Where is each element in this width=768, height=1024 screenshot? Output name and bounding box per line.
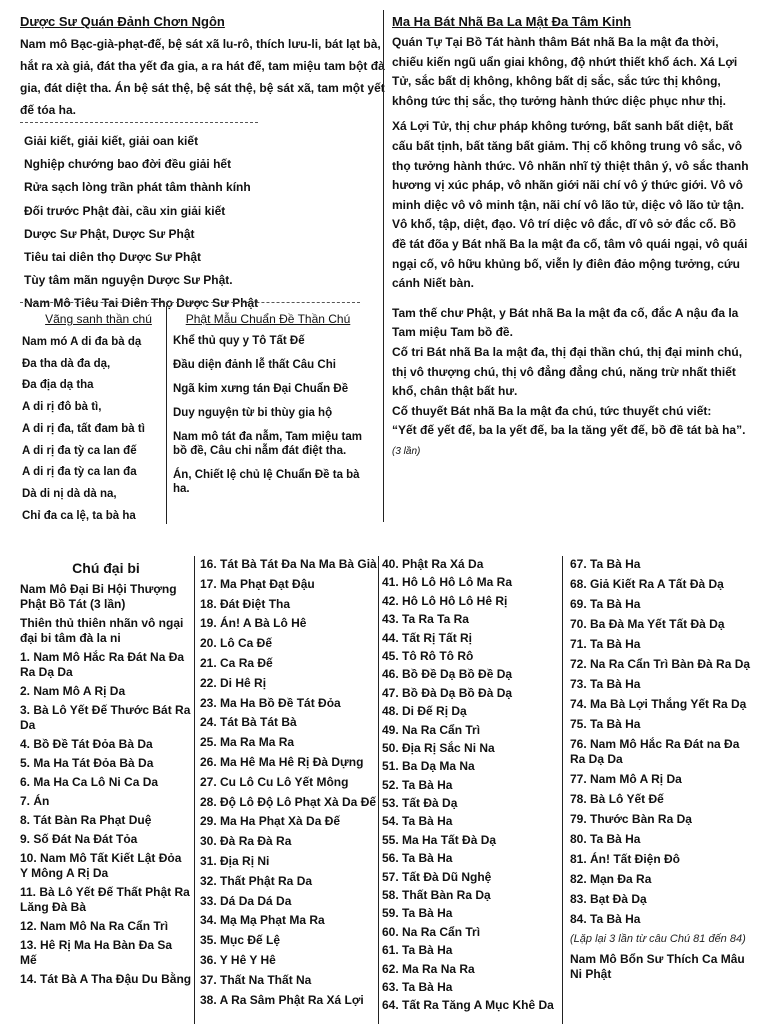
chu-dai-bi-title: Chú đại bi [72, 560, 140, 576]
chu-dai-bi-line: 77. Nam Mô A Rị Da [570, 772, 682, 786]
chuan-de-line: Ngã kim xưng tán Đại Chuẩn Đề [173, 383, 349, 395]
chu-dai-bi-line: 27. Cu Lô Cu Lô Yết Mông [200, 774, 349, 789]
vang-sanh-line: Dà di nị dà dà na, [22, 487, 117, 500]
vang-sanh-line: A di rị đô bà tì, [22, 401, 102, 414]
chu-dai-bi-line: 68. Giả Kiết Ra A Tất Đà Dạ [570, 577, 724, 591]
chu-dai-bi-line: 14. Tát Bà A Tha Đậu Du Bằng [20, 972, 192, 986]
chu-dai-bi-line: 34. Mạ Mạ Phạt Ma Ra [200, 913, 325, 928]
right-column [392, 14, 752, 461]
praise-line: Rửa sạch lòng trần phát tâm thành kính [24, 180, 251, 195]
chu-dai-bi-line: 56. Ta Bà Ha [382, 851, 453, 866]
vang-sanh-line: A di rị đa tỳ ca lan đa [22, 466, 137, 479]
vang-sanh-line: Nam mó A di đa bà dạ [22, 336, 142, 348]
chu-dai-bi-line: 83. Bạt Đà Dạ [570, 892, 647, 906]
chu-dai-bi-line: 23. Ma Ha Bồ Đề Tát Đỏa [200, 695, 341, 710]
chu-dai-bi-line: 60. Na Ra Cẩn Trì [382, 924, 481, 939]
chu-dai-bi-line: 54. Ta Bà Ha [382, 814, 453, 829]
chu-dai-bi-line: 61. Ta Bà Ha [382, 943, 453, 958]
chu-dai-bi-line: 35. Mục Đế Lệ [200, 933, 281, 948]
vang-sanh-line: Đa tha dà đa dạ, [22, 357, 111, 370]
chu-dai-bi-line: 47. Bồ Đà Dạ Bồ Đà Dạ [382, 685, 513, 700]
tam-kinh-mantra-text: “Yết đế yết đế, ba la yết đế, ba la tăng yết đế, bồ đề tát bà ha”. [392, 423, 746, 438]
chu-dai-bi-col-3 [382, 557, 557, 1017]
chu-dai-bi-list-1 [20, 582, 192, 987]
chu-dai-bi-line: 84. Ta Bà Ha [570, 912, 641, 926]
chu-dai-bi-line: 63. Ta Bà Ha [382, 979, 453, 994]
chu-dai-bi-line: 50. Địa Rị Sắc Ni Na [382, 740, 495, 755]
tam-kinh-paragraph-4: Cố tri Bát nhã Ba la mật đa, thị đại thần chú, thị đại minh chú, thị vô thượng chú, thị vô đẳng đẳng chú, năng trừ nhất thiết khổ, chân thật bất hư. [392, 344, 743, 399]
chuan-de-line: Án, Chiết lệ chủ lệ Chuẩn Đề ta bà ha. [173, 469, 360, 495]
chu-dai-bi-line: 43. Ta Ra Ta Ra [382, 612, 469, 627]
chu-dai-bi-line: 10. Nam Mô Tất Kiết Lật Đỏa Y Mông A Rị Da [20, 851, 182, 880]
chu-dai-bi-line: 80. Ta Bà Ha [570, 832, 641, 846]
chu-dai-bi-line: 46. Bồ Đề Dạ Bồ Đề Dạ [382, 667, 513, 682]
chu-dai-bi-line: 82. Mạn Đa Ra [570, 872, 652, 886]
chu-dai-bi-line: 26. Ma Hê Ma Hê Rị Đà Dựng [200, 754, 364, 769]
chu-dai-bi-line: 69. Ta Bà Ha [570, 597, 641, 611]
vang-sanh-line: Chỉ đa ca lệ, ta bà ha [22, 509, 136, 522]
chu-dai-bi-line: 8. Tát Bàn Ra Phạt Duệ [20, 813, 152, 827]
chu-dai-bi-line: 67. Ta Bà Ha [570, 557, 641, 571]
column-divider [194, 556, 195, 1024]
chu-dai-bi-line: 20. Lô Ca Đế [200, 636, 273, 651]
chu-dai-bi-line: 22. Di Hê Rị [200, 675, 267, 690]
chu-dai-bi-line: 33. Dá Da Dá Da [200, 893, 292, 908]
duoc-su-paragraph: Nam mô Bạc-già-phạt-đế, bệ sát xã lu-rô, thích lưu-li, bát lạt bà, hắt ra xà giả, đát tha yết đa gia, a ra hát đế, tam miệu tam bột đà gia, đát diệt tha. Án bệ sát thệ, bệ sát thệ, bệ sát xã, tam một yết đế tóa ha. [20, 37, 385, 117]
chu-dai-bi-line: 75. Ta Bà Ha [570, 717, 641, 731]
chu-dai-bi-line: 30. Đà Ra Đà Ra [200, 834, 292, 849]
left-column [20, 14, 388, 121]
chu-dai-bi-line: 5. Ma Ha Tát Đỏa Bà Da [20, 756, 154, 770]
chu-dai-bi-line: 7. Án [20, 794, 50, 808]
praise-line: Giải kiết, giải kiết, giải oan kiết [24, 134, 199, 148]
praise-line: Tùy tâm mãn nguyện Dược Sư Phật. [24, 273, 233, 288]
chu-dai-bi-line: 81. Án! Tất Điện Đô [570, 852, 681, 866]
chuan-de-title: Phật Mẫu Chuẩn Đề Thần Chú [185, 312, 351, 326]
column-divider [562, 556, 563, 1024]
repeat-instruction: (Lặp lại 3 lần từ câu Chú 81 đến 84) [570, 933, 746, 945]
closing-line: Nam Mô Bổn Sư Thích Ca Mâu Ni Phật [570, 952, 745, 981]
praise-line: Nam Mô Tiêu Tai Diên Thọ Dược Sư Phật [24, 296, 259, 311]
chu-dai-bi-line: 28. Độ Lô Độ Lô Phạt Xà Da Đế [200, 794, 377, 809]
tam-kinh-paragraph-3: Tam thế chư Phật, y Bát nhã Ba la mật đa cố, đắc A nậu đa la Tam miệu Tam bồ đề. [392, 305, 739, 340]
praise-line: Nghiệp chướng bao đời đều giải hết [24, 157, 232, 172]
chu-dai-bi-line: 44. Tất Rị Tất Rị [382, 630, 473, 645]
chu-dai-bi-line: 13. Hê Rị Ma Ha Bàn Đa Sa Mế [20, 938, 173, 967]
praise-list [24, 130, 364, 316]
chu-dai-bi-line: 4. Bồ Đề Tát Đỏa Bà Da [20, 737, 153, 751]
chu-dai-bi-list-4 [570, 557, 755, 927]
chu-dai-bi-line: 25. Ma Ra Ma Ra [200, 735, 295, 750]
tam-kinh-paragraph-1: Quán Tự Tại Bồ Tát hành thâm Bát nhã Ba la mật đa thời, chiếu kiến ngũ uẩn giai không, độ nhứt thiết khổ ách. Xá Lợi Tử, sắc bất dị không, không bất dị sắc, sắc tức thị không, không tức thị sắc, thọ tưởng hành thức diệc phục như thị. [392, 35, 738, 108]
chu-dai-bi-line: 62. Ma Ra Na Ra [382, 961, 475, 976]
chu-dai-bi-line: Thiên thủ thiên nhãn vô ngại đại bi tâm đà la ni [20, 616, 184, 645]
chu-dai-bi-line: 51. Ba Dạ Ma Na [382, 759, 475, 774]
vang-sanh-line: A di rị đa, tất đam bà tì [22, 422, 145, 435]
chu-dai-bi-line: 31. Địa Rị Ni [200, 853, 270, 868]
chu-dai-bi-line: 37. Thất Na Thất Na [200, 972, 312, 987]
chu-dai-bi-line: 24. Tát Bà Tát Bà [200, 715, 297, 730]
chu-dai-bi-line: 64. Tất Ra Tăng A Mục Khê Da [382, 998, 554, 1013]
praise-line: Tiêu tai diên thọ Dược Sư Phật [24, 250, 202, 265]
chu-dai-bi-line: 3. Bà Lô Yết Đế Thước Bát Ra Da [20, 703, 191, 732]
column-divider [166, 306, 167, 524]
column-divider [383, 10, 384, 522]
chu-dai-bi-line: 38. A Ra Sâm Phật Ra Xá Lợi [200, 992, 364, 1007]
chuan-de-line: Đầu diện đảnh lễ thất Câu Chi [173, 359, 336, 371]
tam-kinh-paragraph-5: Cố thuyết Bát nhã Ba la mật đa chú, tức thuyết chú viết: [392, 403, 712, 418]
chu-dai-bi-line: 45. Tô Rô Tô Rô [382, 648, 474, 663]
chu-dai-bi-line: 59. Ta Bà Ha [382, 906, 453, 921]
chu-dai-bi-line: 9. Số Đát Na Đát Tỏa [20, 832, 138, 846]
chu-dai-bi-line: 19. Án! A Bà Lô Hê [200, 616, 307, 631]
chu-dai-bi-line: 29. Ma Ha Phạt Xà Da Đế [200, 814, 341, 829]
tam-kinh-mantra [392, 421, 752, 461]
chu-dai-bi-line: 40. Phật Ra Xá Da [382, 557, 484, 571]
chu-dai-bi-line: 79. Thước Bàn Ra Dạ [570, 812, 692, 826]
chu-dai-bi-line: 49. Na Ra Cẩn Trì [382, 722, 481, 737]
chu-dai-bi-line: 48. Di Đế Rị Dạ [382, 704, 467, 719]
chu-dai-bi-list-2 [200, 557, 378, 1008]
chu-dai-bi-col-2 [200, 557, 378, 1012]
chu-dai-bi-line: 11. Bà Lô Yết Đế Thất Phật Ra Lăng Đà Bà [20, 885, 190, 914]
chu-dai-bi-line: 6. Ma Ha Ca Lô Ni Ca Da [20, 775, 159, 789]
chu-dai-bi-line: 16. Tát Bà Tát Đa Na Ma Bà Già [200, 557, 377, 571]
praise-line: Dược Sư Phật, Dược Sư Phật [24, 226, 195, 241]
vang-sanh-line: Đa địa dạ tha [22, 379, 94, 392]
chu-dai-bi-line: 57. Tất Đà Dũ Nghệ [382, 869, 492, 884]
dashed-divider [20, 302, 360, 303]
chu-dai-bi-line: 73. Ta Bà Ha [570, 677, 641, 691]
chu-dai-bi-line: 53. Tất Đà Dạ [382, 796, 458, 811]
chu-dai-bi-line: 78. Bà Lô Yết Đế [570, 792, 664, 806]
chu-dai-bi-line: 52. Ta Bà Ha [382, 777, 453, 792]
repeat-note: (3 lần) [392, 445, 421, 457]
chuan-de-line: Khể thủ quy y Tô Tất Đế [173, 335, 305, 347]
chuan-de-list [173, 334, 373, 506]
chu-dai-bi-line: 12. Nam Mô Na Ra Cẩn Trì [20, 919, 169, 933]
chu-dai-bi-line: 1. Nam Mô Hắc Ra Đát Na Đa Ra Dạ Da [20, 650, 185, 679]
chu-dai-bi-line: 2. Nam Mô A Rị Da [20, 684, 126, 698]
tam-kinh-title: Ma Ha Bát Nhã Ba La Mật Đa Tâm Kinh [392, 14, 632, 29]
chu-dai-bi-line: 32. Thất Phật Ra Da [200, 873, 313, 888]
chu-dai-bi-col-4 [570, 557, 755, 982]
tam-kinh-paragraph-2: Xá Lợi Tử, thị chư pháp không tướng, bất sanh bất diệt, bất cấu bất tịnh, bất tăng bất giảm. Thị cố không trung vô sắc, vô thọ tưởng hành thức. Vô nhãn nhĩ tỷ thiệt thân ý, vô sắc thanh hương vị xúc pháp, vô nhãn giới nãi chí vô ý thức giới. Vô vô minh diệc vô vô minh tận, nãi chí vô lão tử, diệc vô lão tử tận. Vô khổ, tập, diệt, đạo. Vô trí diệc vô đắc, dĩ vô sở đắc cố. Bồ đề tát đõa y Bát nhã Ba la mật đa cố, tâm vô quái ngại, vô quái ngại cố, vô hữu khủng bố, viễn ly điên đảo mộng tưởng, cứu cánh Niết bàn. [392, 119, 749, 291]
praise-line: Đối trước Phật đài, cầu xin giải kiết [24, 203, 226, 218]
chu-dai-bi-line: 71. Ta Bà Ha [570, 637, 641, 651]
chu-dai-bi-line: 17. Ma Phạt Đạt Đậu [200, 576, 315, 591]
chu-dai-bi-list-3 [382, 557, 557, 1013]
chu-dai-bi-line: 42. Hô Lô Hô Lô Hê Rị [382, 593, 508, 608]
chu-dai-bi-line: 55. Ma Ha Tất Đà Dạ [382, 832, 497, 847]
vang-sanh-title: Vãng sanh thần chú [45, 312, 152, 326]
chu-dai-bi-line: 70. Ba Đà Ma Yết Tất Đà Dạ [570, 617, 725, 631]
chu-dai-bi-line: Nam Mô Đại Bi Hội Thượng Phật Bồ Tát (3 lần) [20, 582, 177, 611]
chu-dai-bi-line: 18. Đát Điệt Tha [200, 596, 291, 611]
vang-sanh-list [22, 332, 164, 527]
chuan-de-line: Nam mô tát đa nẫm, Tam miệu tam bồ đề, Câu chi nẫm đát điệt tha. [173, 431, 362, 457]
chuan-de-line: Duy nguyện từ bi thùy gia hộ [173, 407, 333, 419]
chu-dai-bi-line: 58. Thất Bàn Ra Dạ [382, 888, 491, 903]
chu-dai-bi-line: 21. Ca Ra Đế [200, 655, 273, 670]
column-divider [378, 556, 379, 1024]
vang-sanh-line: A di rị đa tỳ ca lan đế [22, 444, 137, 457]
chu-dai-bi-line: 76. Nam Mô Hắc Ra Đát na Đa Ra Dạ Da [570, 737, 740, 766]
chu-dai-bi-line: 36. Y Hê Y Hê [200, 952, 276, 967]
chu-dai-bi-line: 72. Na Ra Cẩn Trì Bàn Đà Ra Dạ [570, 657, 751, 671]
chu-dai-bi-col-1 [20, 560, 192, 991]
chu-dai-bi-line: 74. Ma Bà Lợi Thắng Yết Ra Dạ [570, 697, 747, 711]
duoc-su-title: Dược Sư Quán Đảnh Chơn Ngôn [20, 14, 225, 29]
chu-dai-bi-line: 41. Hô Lô Hô Lô Ma Ra [382, 575, 513, 590]
dashed-divider [20, 122, 258, 123]
